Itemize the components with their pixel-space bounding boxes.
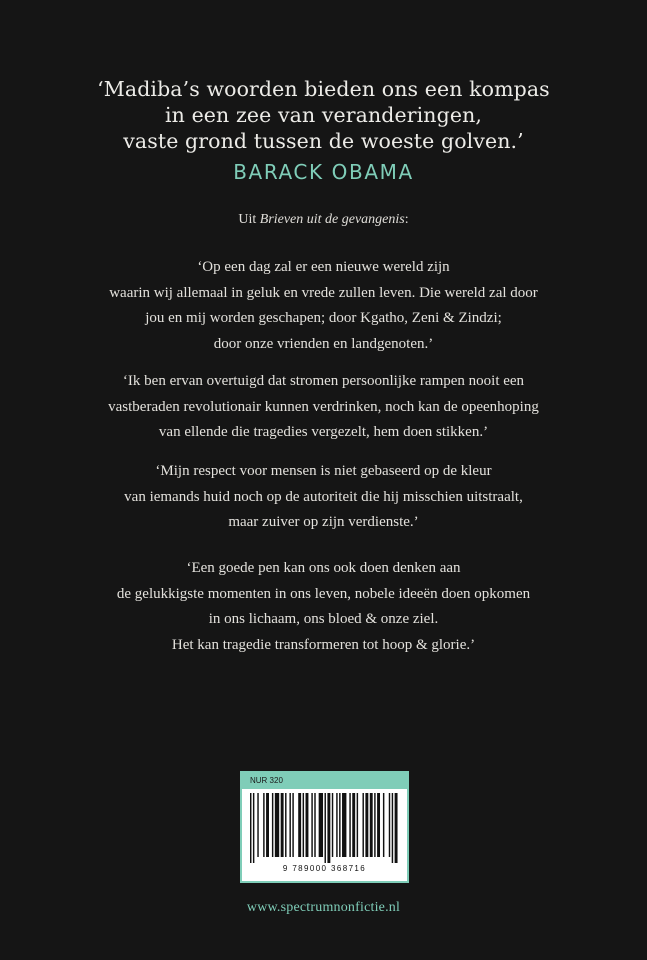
- source-suffix: :: [404, 212, 409, 227]
- barcode-bar: [285, 793, 286, 857]
- barcode-bar: [332, 793, 333, 857]
- quote-line: maar zuiver op zijn verdienste.’: [228, 514, 419, 530]
- barcode-bar: [319, 793, 323, 857]
- quote-line: Het kan tragedie transformeren tot hoop & glorie.’: [171, 636, 476, 653]
- barcode-bar: [377, 793, 380, 857]
- barcode-bar: [257, 793, 258, 857]
- barcode-bar: [327, 793, 330, 863]
- quote-line: ‘Mijn respect voor mensen is niet gebaseerd op de kleur: [155, 463, 492, 479]
- quote-line: in ons lichaam, ons bloed & onze ziel.: [208, 611, 439, 627]
- quote-author: BARACK OBAMA: [233, 160, 414, 184]
- website-url: www.spectrumnonfictie.nl: [246, 900, 401, 915]
- featured-quote-line: vaste grond tussen de woeste golven.’: [123, 129, 524, 153]
- barcode-bar: [250, 793, 251, 863]
- featured-quote-line: ‘Madiba’s woorden bieden ons een kompas: [97, 77, 550, 101]
- barcode-bar: [370, 793, 373, 857]
- barcode-box: [240, 771, 409, 883]
- barcode-bar: [342, 793, 346, 857]
- barcode-bar: [303, 793, 304, 857]
- quote-line: ‘Op een dag zal er een nieuwe wereld zijn: [197, 259, 450, 275]
- barcode-bar: [298, 793, 301, 857]
- quote-line: de gelukkigste momenten in ons leven, nobele ideeën doen opkomen: [116, 585, 531, 602]
- barcode-bar: [272, 793, 273, 857]
- barcode-bar: [339, 793, 340, 857]
- isbn-number: 9 789000 368716: [282, 864, 367, 873]
- barcode-bar: [289, 793, 290, 857]
- quote-block: [0, 459, 647, 536]
- quote-line: waarin wij allemaal in geluk en vrede zullen leven. Die wereld zal door: [109, 284, 538, 301]
- quote-block: [0, 255, 647, 357]
- featured-quote: [0, 76, 647, 154]
- source-line: [0, 212, 647, 228]
- barcode-bar: [352, 793, 355, 857]
- quote-block: [0, 369, 647, 446]
- barcode-bar: [336, 793, 337, 857]
- quote-line: jou en mij worden geschapen; door Kgatho, Zeni & Zindzi;: [145, 310, 502, 326]
- source-book-title: Brieven uit de gevangenis: [259, 212, 405, 227]
- quote-line: vastberaden revolutionair kunnen verdrinken, noch kan de opeenhoping: [108, 398, 539, 415]
- barcode-bar: [281, 793, 284, 857]
- barcode-bar: [389, 793, 390, 857]
- barcode-bar: [292, 793, 293, 857]
- quote-line: van iemands huid noch op de autoriteit die hij misschien uitstraalt,: [124, 488, 523, 505]
- barcode-bar: [362, 793, 363, 857]
- quote-block: [0, 556, 647, 658]
- barcode-bar: [275, 793, 279, 857]
- barcode-bar: [325, 793, 326, 863]
- quote-line: ‘Een goede pen kan ons ook doen denken aan: [186, 560, 461, 576]
- barcode-icon: [250, 793, 399, 863]
- barcode-bar: [383, 793, 384, 857]
- nur-label: NUR 320: [242, 773, 407, 789]
- barcode-bar: [263, 793, 264, 857]
- barcode-bar: [357, 793, 358, 857]
- barcode-bar: [392, 793, 393, 863]
- quote-line: van ellende die tragedies vergezelt, hem doen stikken.’: [158, 424, 489, 440]
- barcode-bar: [311, 793, 312, 857]
- quote-line: door onze vrienden en landgenoten.’: [213, 335, 434, 352]
- featured-quote-line: in een zee van veranderingen,: [165, 103, 482, 127]
- barcode-bar: [306, 793, 309, 857]
- barcode-bar: [374, 793, 375, 857]
- barcode-bar: [395, 793, 398, 863]
- barcode-bar: [349, 793, 350, 857]
- barcode-bar: [266, 793, 269, 857]
- barcode-bar: [253, 793, 254, 863]
- barcode-bar: [365, 793, 368, 857]
- source-prefix: Uit: [238, 212, 257, 227]
- barcode-bar: [314, 793, 315, 857]
- quote-line: ‘Ik ben ervan overtuigd dat stromen persoonlijke rampen nooit een: [122, 373, 525, 389]
